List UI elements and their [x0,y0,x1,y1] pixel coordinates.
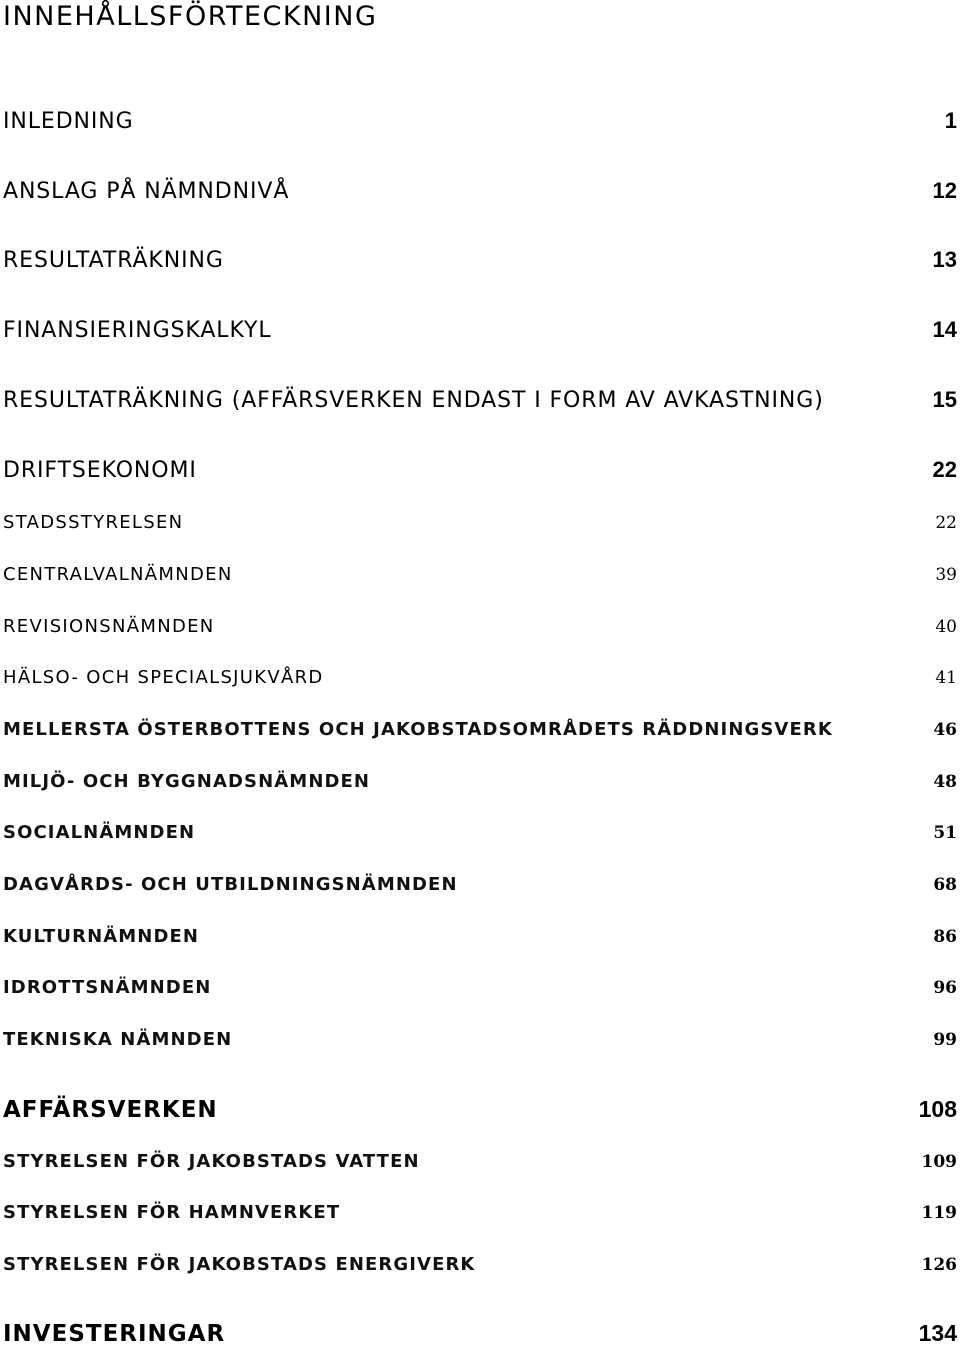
toc-entry-centralvalnamnden[interactable] [3,562,957,588]
toc-entry-halso-specialsjukvard[interactable] [3,665,957,691]
toc-entry-page: 86 [933,927,957,947]
toc-entry-label: STYRELSEN FÖR JAKOBSTADS ENERGIVERK [3,1254,476,1275]
toc-entry-affarsverken[interactable] [3,1094,957,1125]
toc-title: INNEHÅLLSFÖRTECKNING [3,1,378,32]
toc-entry-kulturnamnden[interactable] [3,924,957,950]
toc-entry-page: 22 [932,457,957,482]
toc-entry-page: 1 [944,108,957,133]
toc-entry-anslag[interactable] [3,176,957,207]
toc-entry-label: MELLERSTA ÖSTERBOTTENS OCH JAKOBSTADSOMRÅDETS RÄDDNINGSVERK [3,719,833,740]
toc-entry-idrottsnamnden[interactable] [3,975,957,1001]
toc-entry-label: AFFÄRSVERKEN [3,1097,218,1123]
toc-entry-tekniska-namnden[interactable] [3,1027,957,1053]
toc-entry-page: 108 [918,1096,957,1122]
toc-entry-page: 99 [933,1030,957,1050]
toc-entry-page: 14 [932,317,957,342]
toc-entry-page: 39 [935,565,957,585]
toc-entry-label: RESULTATRÄKNING (AFFÄRSVERKEN ENDAST I FORM AV AVKASTNING) [3,388,824,413]
toc-entry-driftsekonomi[interactable] [3,455,957,486]
toc-entry-resultatrakning[interactable] [3,245,957,276]
toc-entry-finansieringskalkyl[interactable] [3,315,957,346]
toc-entry-page: 12 [932,178,957,203]
toc-entry-label: IDROTTSNÄMNDEN [3,977,212,998]
toc-entry-label: STYRELSEN FÖR HAMNVERKET [3,1202,341,1223]
toc-entry-hamnverket[interactable] [3,1200,957,1226]
toc-entry-page: 22 [935,513,957,533]
toc-entry-jakobstads-vatten[interactable] [3,1149,957,1175]
toc-entry-revisionsnamnden[interactable] [3,614,957,640]
toc-entry-page: 48 [933,772,957,792]
toc-entry-page: 15 [932,387,957,412]
toc-entry-label: DRIFTSEKONOMI [3,458,197,483]
toc-entry-label: KULTURNÄMNDEN [3,926,200,947]
toc-entry-page: 119 [921,1203,957,1223]
toc-entry-label: STADSSTYRELSEN [3,512,184,533]
toc-entry-label: INVESTERINGAR [3,1321,226,1347]
toc-entry-raddningsverk[interactable] [3,717,957,743]
toc-entry-label: CENTRALVALNÄMNDEN [3,564,233,585]
toc-entry-page: 13 [932,247,957,272]
toc-entry-label: INLEDNING [3,109,134,134]
toc-entry-label: RESULTATRÄKNING [3,248,224,273]
toc-entry-page: 68 [933,875,957,895]
toc-entry-page: 51 [933,823,957,843]
toc-entry-socialnamnden[interactable] [3,820,957,846]
toc-entry-miljo-byggnadsnamnden[interactable] [3,769,957,795]
toc-entry-dagvards-utbildningsnamnden[interactable] [3,872,957,898]
toc-entry-label: HÄLSO- OCH SPECIALSJUKVÅRD [3,667,324,688]
toc-entry-stadsstyrelsen[interactable] [3,510,957,536]
toc-entry-label: STYRELSEN FÖR JAKOBSTADS VATTEN [3,1151,420,1172]
toc-entry-label: TEKNISKA NÄMNDEN [3,1029,233,1050]
toc-entry-page: 46 [933,720,957,740]
toc-entry-investeringar[interactable] [3,1318,957,1349]
toc-entry-page: 126 [921,1255,957,1275]
toc-entry-page: 96 [933,978,957,998]
toc-entry-label: MILJÖ- OCH BYGGNADSNÄMNDEN [3,771,371,792]
toc-entry-page: 109 [921,1152,957,1172]
toc-entry-page: 41 [935,668,957,688]
toc-entry-label: REVISIONSNÄMNDEN [3,616,215,637]
toc-entry-label: FINANSIERINGSKALKYL [3,318,272,343]
toc-entry-page: 40 [935,617,957,637]
toc-entry-energiverk[interactable] [3,1252,957,1278]
toc-entry-resultatrakning-affarsverken[interactable] [3,385,957,416]
toc-entry-label: ANSLAG PÅ NÄMNDNIVÅ [3,179,290,204]
toc-entry-label: DAGVÅRDS- OCH UTBILDNINGSNÄMNDEN [3,874,458,895]
toc-entry-page: 134 [918,1320,957,1346]
toc-entry-inledning[interactable] [3,106,957,137]
toc-entry-label: SOCIALNÄMNDEN [3,822,196,843]
